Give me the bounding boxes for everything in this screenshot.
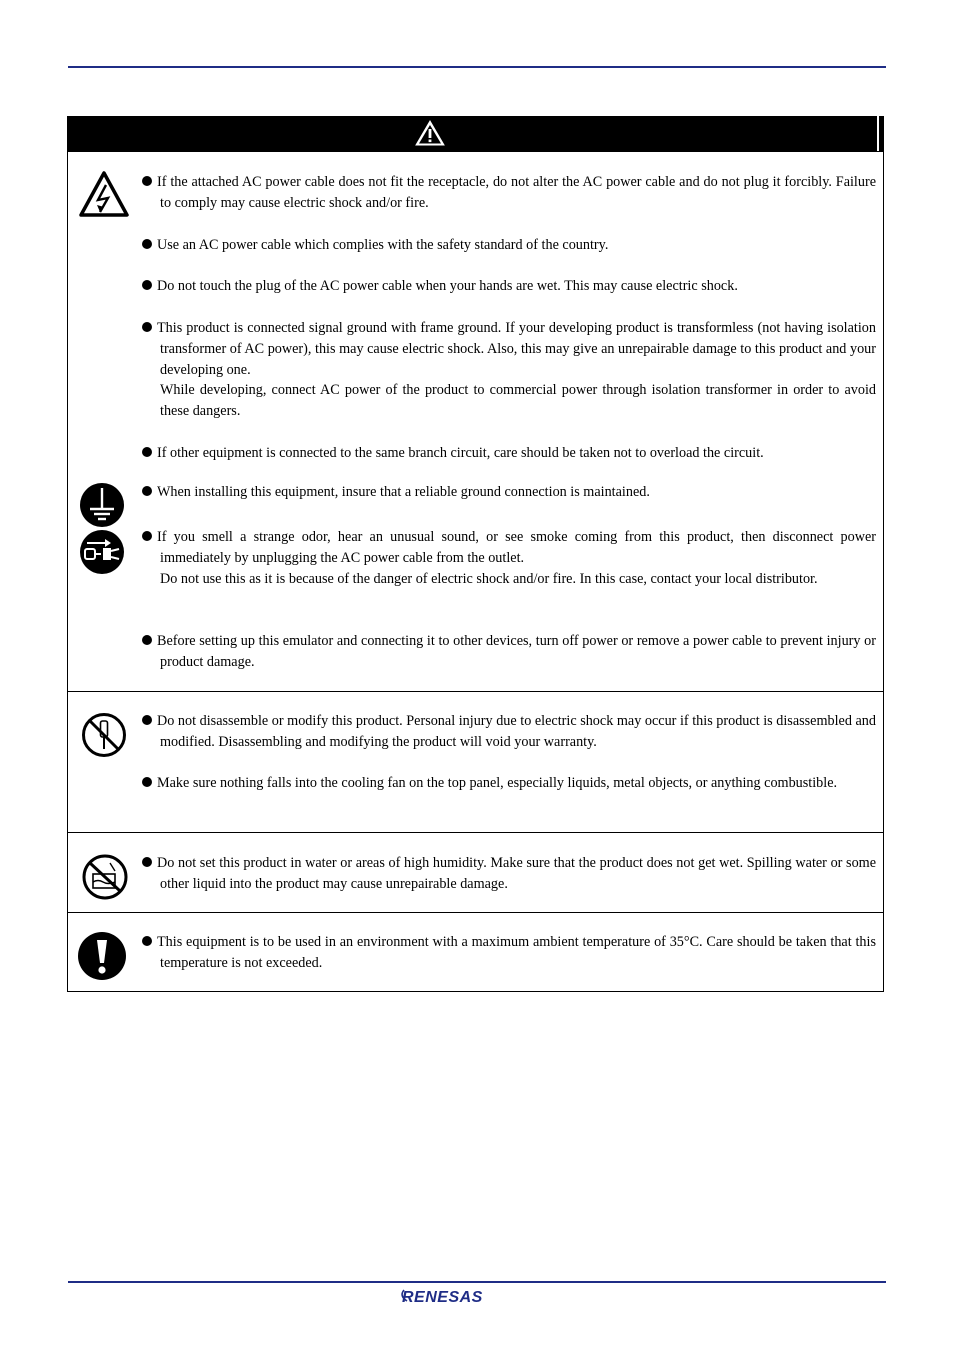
section-temperature [68, 912, 883, 991]
mandatory-exclamation-icon [77, 931, 127, 981]
warning-triangle-icon [414, 119, 446, 147]
bullet-icon [142, 936, 152, 946]
section-electrical [68, 151, 883, 691]
list-item: If you smell a strange odor, hear an unusual sound, or see smoke coming from this product, then disconnect power immediately by unplugging the AC power cable from the outlet. Do not use this as it is because of the danger of electric shock and/or fire. In this case, contact your local distributor. [142, 527, 876, 589]
footer-rule [68, 1281, 886, 1283]
bullet-icon [142, 635, 152, 645]
ground-icon [79, 482, 125, 528]
no-disassembly-icon [81, 712, 127, 758]
warning-header [68, 116, 883, 151]
header-rule [68, 66, 886, 68]
bullet-icon [142, 857, 152, 867]
renesas-logo [398, 1287, 512, 1305]
section-water [68, 832, 883, 912]
list-item: Do not touch the plug of the AC power cable when your hands are wet. This may cause electric shock. [142, 276, 876, 297]
list-item: This product is connected signal ground with frame ground. If your developing product is transformless (not having isolation transformer of AC power), this may cause electric shock. Also, this may give an unrepairable damage to this product and your developing one. While developing, connect AC power of the product to commercial power through isolation transformer in order to avoid these dangers. [142, 318, 876, 422]
list-item: Make sure nothing falls into the cooling fan on the top panel, especially liquids, metal objects, or anything combustible. [142, 773, 876, 794]
warning-table [67, 116, 884, 992]
list-item: If other equipment is connected to the same branch circuit, care should be taken not to overload the circuit. [142, 443, 876, 464]
list-item: When installing this equipment, insure that a reliable ground connection is maintained. [142, 482, 876, 503]
bullet-icon [142, 715, 152, 725]
list-item: Do not disassemble or modify this product. Personal injury due to electric shock may occur if this product is disassembled and modified. Disassembling and modifying the product will void your warranty. [142, 711, 876, 753]
list-item: Use an AC power cable which complies with the safety standard of the country. [142, 235, 876, 256]
list-item: This equipment is to be used in an environment with a maximum ambient temperature of 35°C. Care should be taken that this temperature is not exceeded. [142, 932, 876, 974]
unplug-icon [79, 529, 125, 575]
svg-text:RENESAS: RENESAS [402, 1289, 483, 1305]
bullet-icon [142, 486, 152, 496]
bullet-icon [142, 447, 152, 457]
list-item: Do not set this product in water or areas of high humidity. Make sure that the product does not get wet. Spilling water or some other liquid into the product may cause unrepairable damage. [142, 853, 876, 895]
electric-shock-icon [78, 170, 130, 218]
no-water-icon [80, 854, 130, 900]
section-disassembly [68, 691, 883, 832]
bullet-icon [142, 322, 152, 332]
list-item: Before setting up this emulator and connecting it to other devices, turn off power or remove a power cable to prevent injury or product damage. [142, 631, 876, 673]
list-item: If the attached AC power cable does not fit the receptacle, do not alter the AC power cable and do not plug it forcibly. Failure to comply may cause electric shock and/or fire. [142, 172, 876, 214]
bullet-icon [142, 531, 152, 541]
bullet-icon [142, 176, 152, 186]
bullet-icon [142, 239, 152, 249]
bullet-icon [142, 280, 152, 290]
bullet-icon [142, 777, 152, 787]
